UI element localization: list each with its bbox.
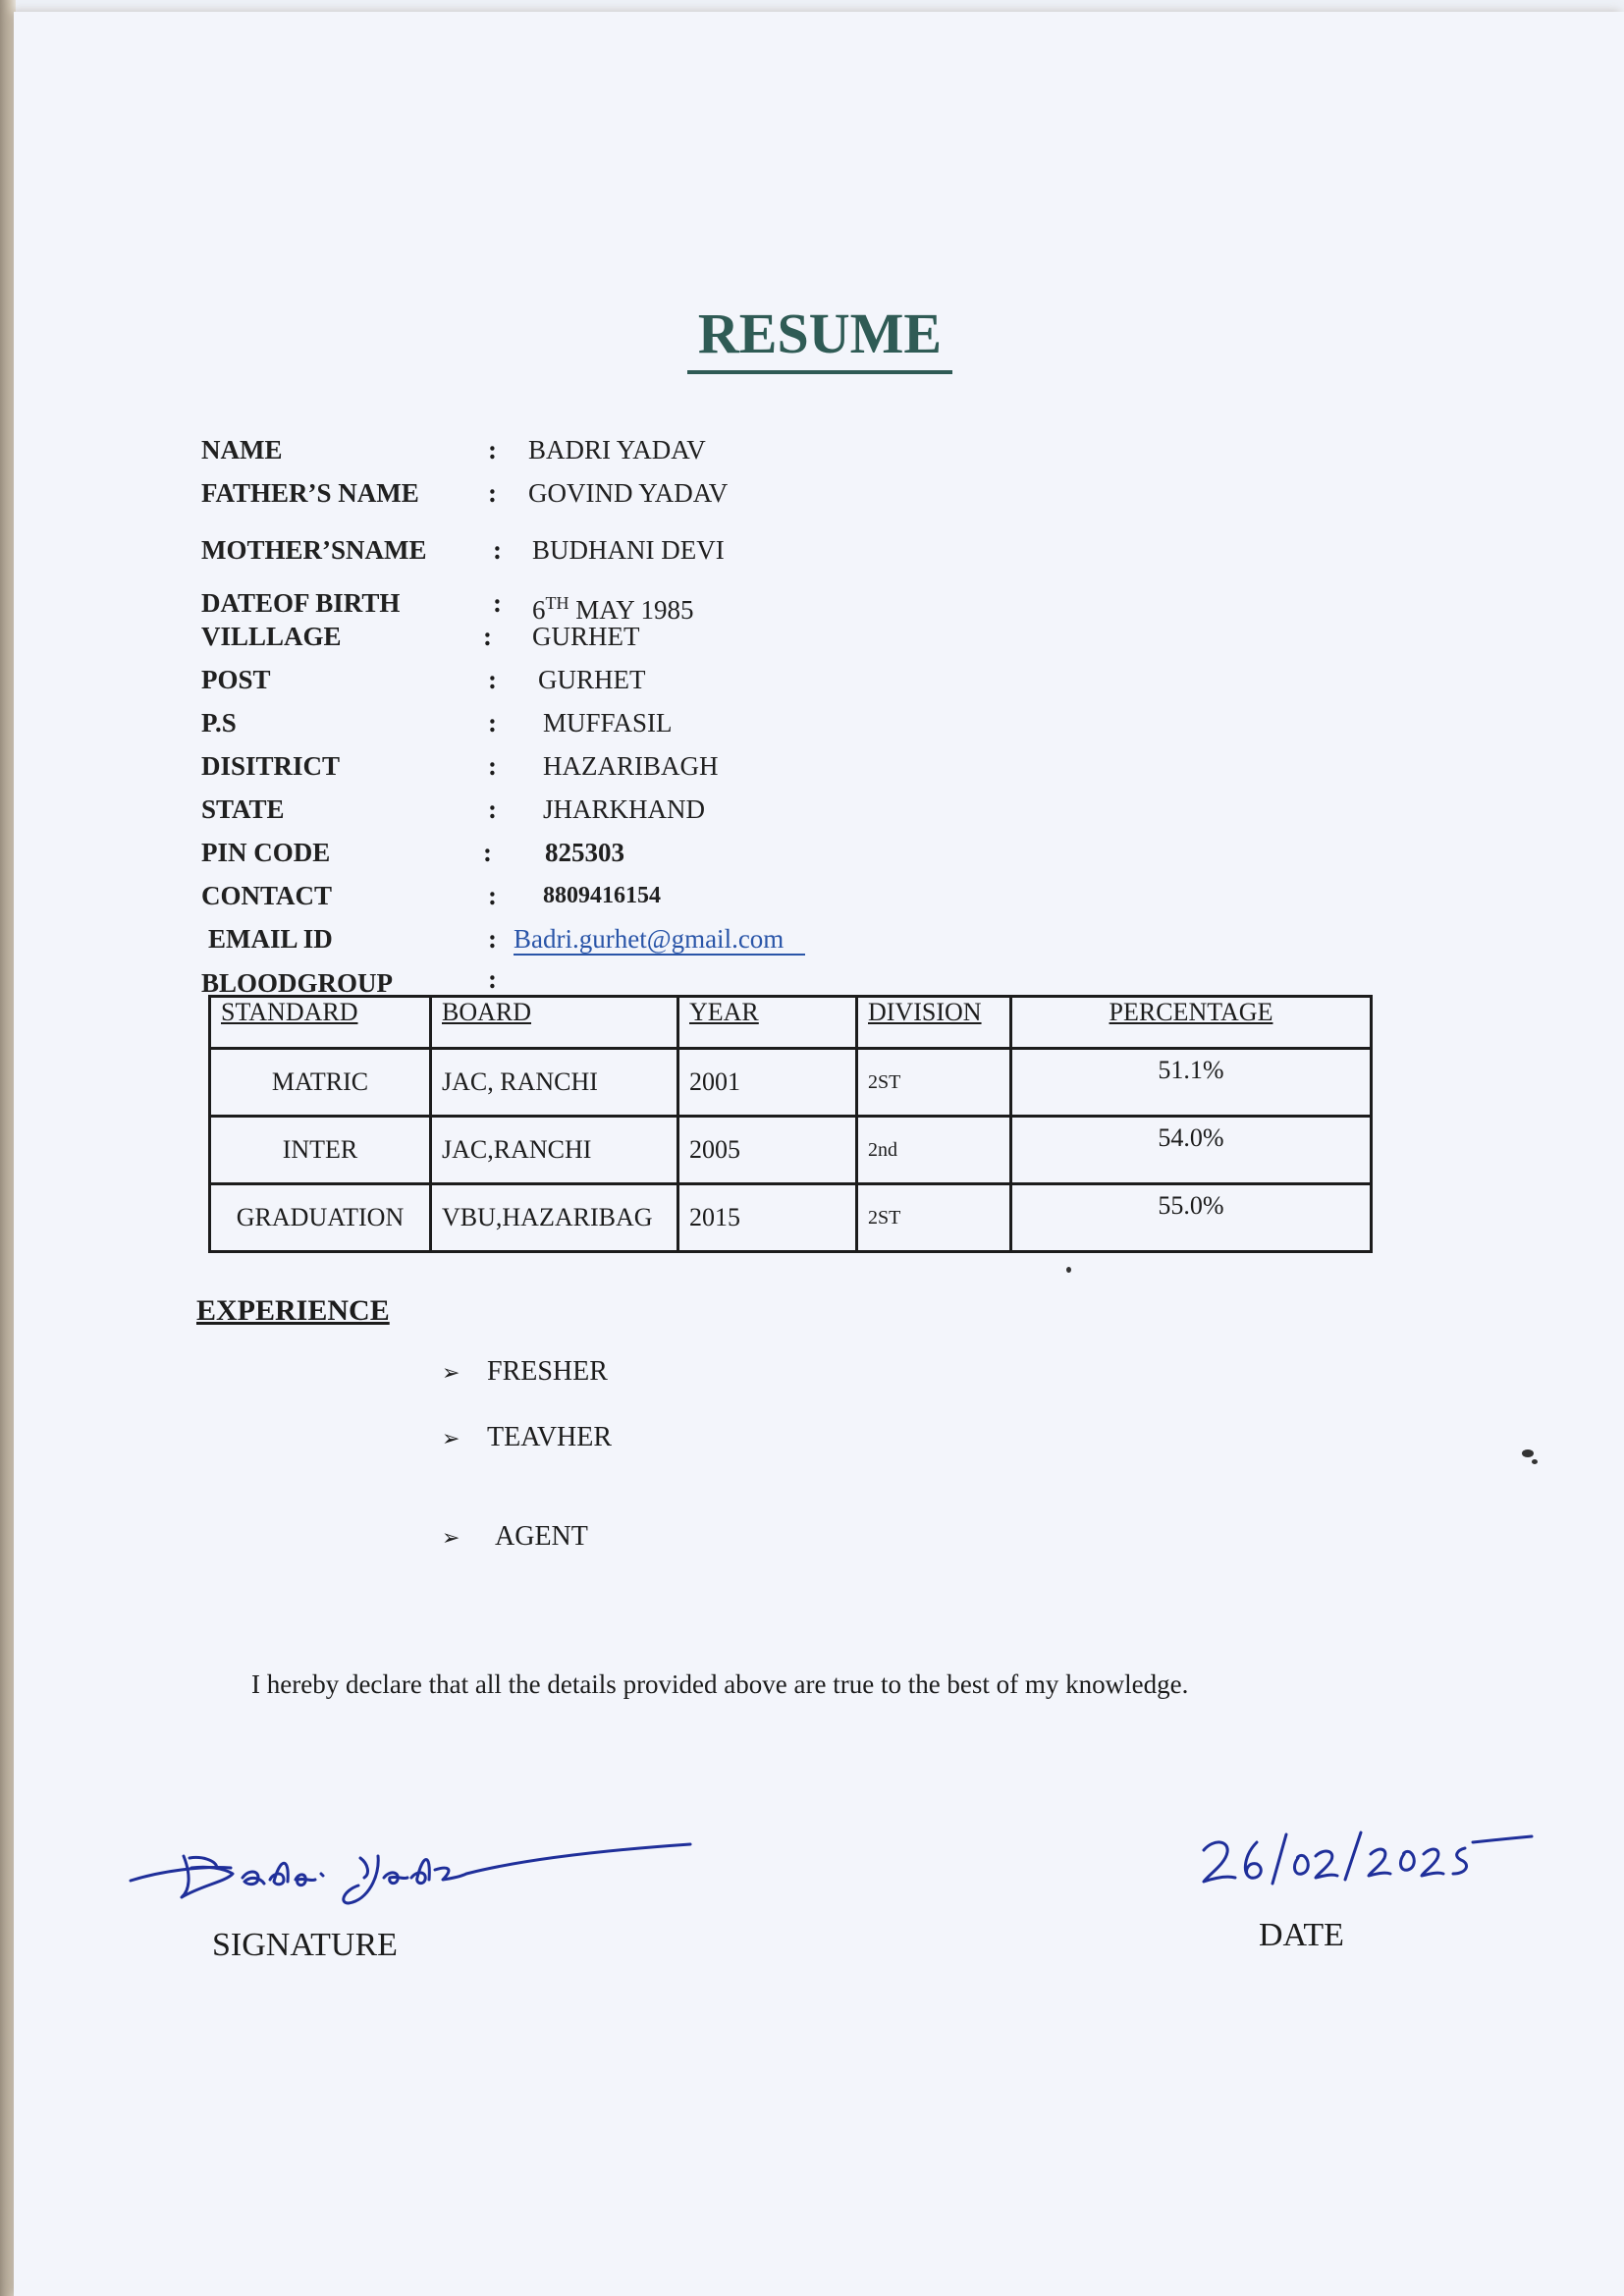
cell-percentage: 51.1% [1011, 1049, 1372, 1117]
cell-year: 2001 [678, 1049, 857, 1117]
experience-item-label: AGENT [495, 1521, 588, 1552]
declaration-text: I hereby declare that all the details provided above are true to the best of my knowledge. [251, 1669, 1189, 1699]
info-value: 825303 [545, 838, 624, 867]
info-label: FATHER’S NAME [201, 478, 419, 508]
cell-board: VBU,HAZARIBAG [431, 1184, 678, 1252]
experience-item-label: TEAVHER [487, 1422, 613, 1452]
info-value: JHARKHAND [543, 794, 706, 824]
cell-standard: INTER [210, 1117, 431, 1184]
handwritten-date [1196, 1815, 1540, 1903]
info-label: DATEOF BIRTH [201, 588, 401, 618]
info-label: PIN CODE [201, 838, 331, 867]
cell-division: 2ST [857, 1049, 1011, 1117]
cell-board: JAC,RANCHI [431, 1117, 678, 1184]
info-value: BUDHANI DEVI [532, 535, 725, 565]
arrow-bullet-icon: ➢ [442, 1361, 460, 1386]
info-label: BLOODGROUP [201, 968, 394, 998]
info-value: BADRI YADAV [528, 435, 706, 465]
cell-division: 2ST [857, 1184, 1011, 1252]
arrow-bullet-icon: ➢ [442, 1526, 460, 1551]
table-header-row [210, 997, 1372, 1049]
arrow-bullet-icon: ➢ [442, 1427, 460, 1451]
info-value: GOVIND YADAV [528, 478, 729, 508]
cell-standard: GRADUATION [210, 1184, 431, 1252]
experience-item-label: FRESHER [487, 1356, 608, 1387]
info-value: GURHET [538, 665, 646, 694]
scan-speck [1522, 1449, 1534, 1457]
info-colon: : [488, 435, 497, 465]
scan-speck [1532, 1459, 1538, 1464]
page-title: RESUME [687, 300, 952, 374]
column-header-board: BOARD [431, 997, 678, 1049]
cell-division: 2nd [857, 1117, 1011, 1184]
info-colon: : [488, 964, 497, 994]
info-colon: : [488, 794, 497, 824]
column-header-division: DIVISION [857, 997, 1011, 1049]
info-label: NAME [201, 435, 283, 465]
table-row [210, 1117, 1372, 1184]
list-item [442, 1421, 612, 1456]
info-colon: : [488, 478, 497, 508]
email-value[interactable] [514, 923, 805, 955]
education-table [208, 995, 1373, 1253]
info-colon: : [488, 924, 497, 954]
cell-standard: MATRIC [210, 1049, 431, 1117]
info-colon: : [483, 622, 492, 651]
cell-board: JAC, RANCHI [431, 1049, 678, 1117]
column-header-year: YEAR [678, 997, 857, 1049]
info-value: MUFFASIL [543, 708, 673, 738]
cell-year: 2015 [678, 1184, 857, 1252]
info-colon: : [488, 665, 497, 694]
info-label: POST [201, 665, 271, 694]
info-label: P.S [201, 708, 237, 738]
info-label: CONTACT [201, 881, 333, 910]
info-label: DISITRICT [201, 751, 341, 781]
info-colon: : [488, 881, 497, 910]
cell-percentage: 54.0% [1011, 1117, 1372, 1184]
scan-speck [1066, 1267, 1071, 1273]
info-value: GURHET [532, 622, 640, 651]
info-colon: : [488, 708, 497, 738]
column-header-percentage: PERCENTAGE [1011, 997, 1372, 1049]
cell-year: 2005 [678, 1117, 857, 1184]
experience-heading: EXPERIENCE [196, 1294, 390, 1327]
info-colon: : [493, 588, 502, 618]
table-row [210, 1184, 1372, 1252]
info-value: HAZARIBAGH [543, 751, 719, 781]
info-label: EMAIL ID [208, 924, 333, 954]
info-colon: : [493, 535, 502, 565]
email-link[interactable]: Badri.gurhet@gmail.com [514, 924, 805, 956]
info-label: STATE [201, 794, 285, 824]
info-value: 8809416154 [543, 883, 661, 908]
info-label: MOTHER’SNAME [201, 535, 427, 565]
list-item [442, 1520, 588, 1556]
column-header-standard: STANDARD [210, 997, 431, 1049]
info-value: 6TH MAY 1985 [532, 593, 694, 625]
info-colon: : [488, 751, 497, 781]
info-colon: : [483, 838, 492, 867]
signature-caption: SIGNATURE [212, 1927, 398, 1963]
list-item [442, 1355, 608, 1391]
table-row [210, 1049, 1372, 1117]
handwritten-signature [123, 1787, 712, 1905]
cell-percentage: 55.0% [1011, 1184, 1372, 1252]
info-label: VILLLAGE [201, 622, 342, 651]
date-caption: DATE [1259, 1917, 1344, 1953]
